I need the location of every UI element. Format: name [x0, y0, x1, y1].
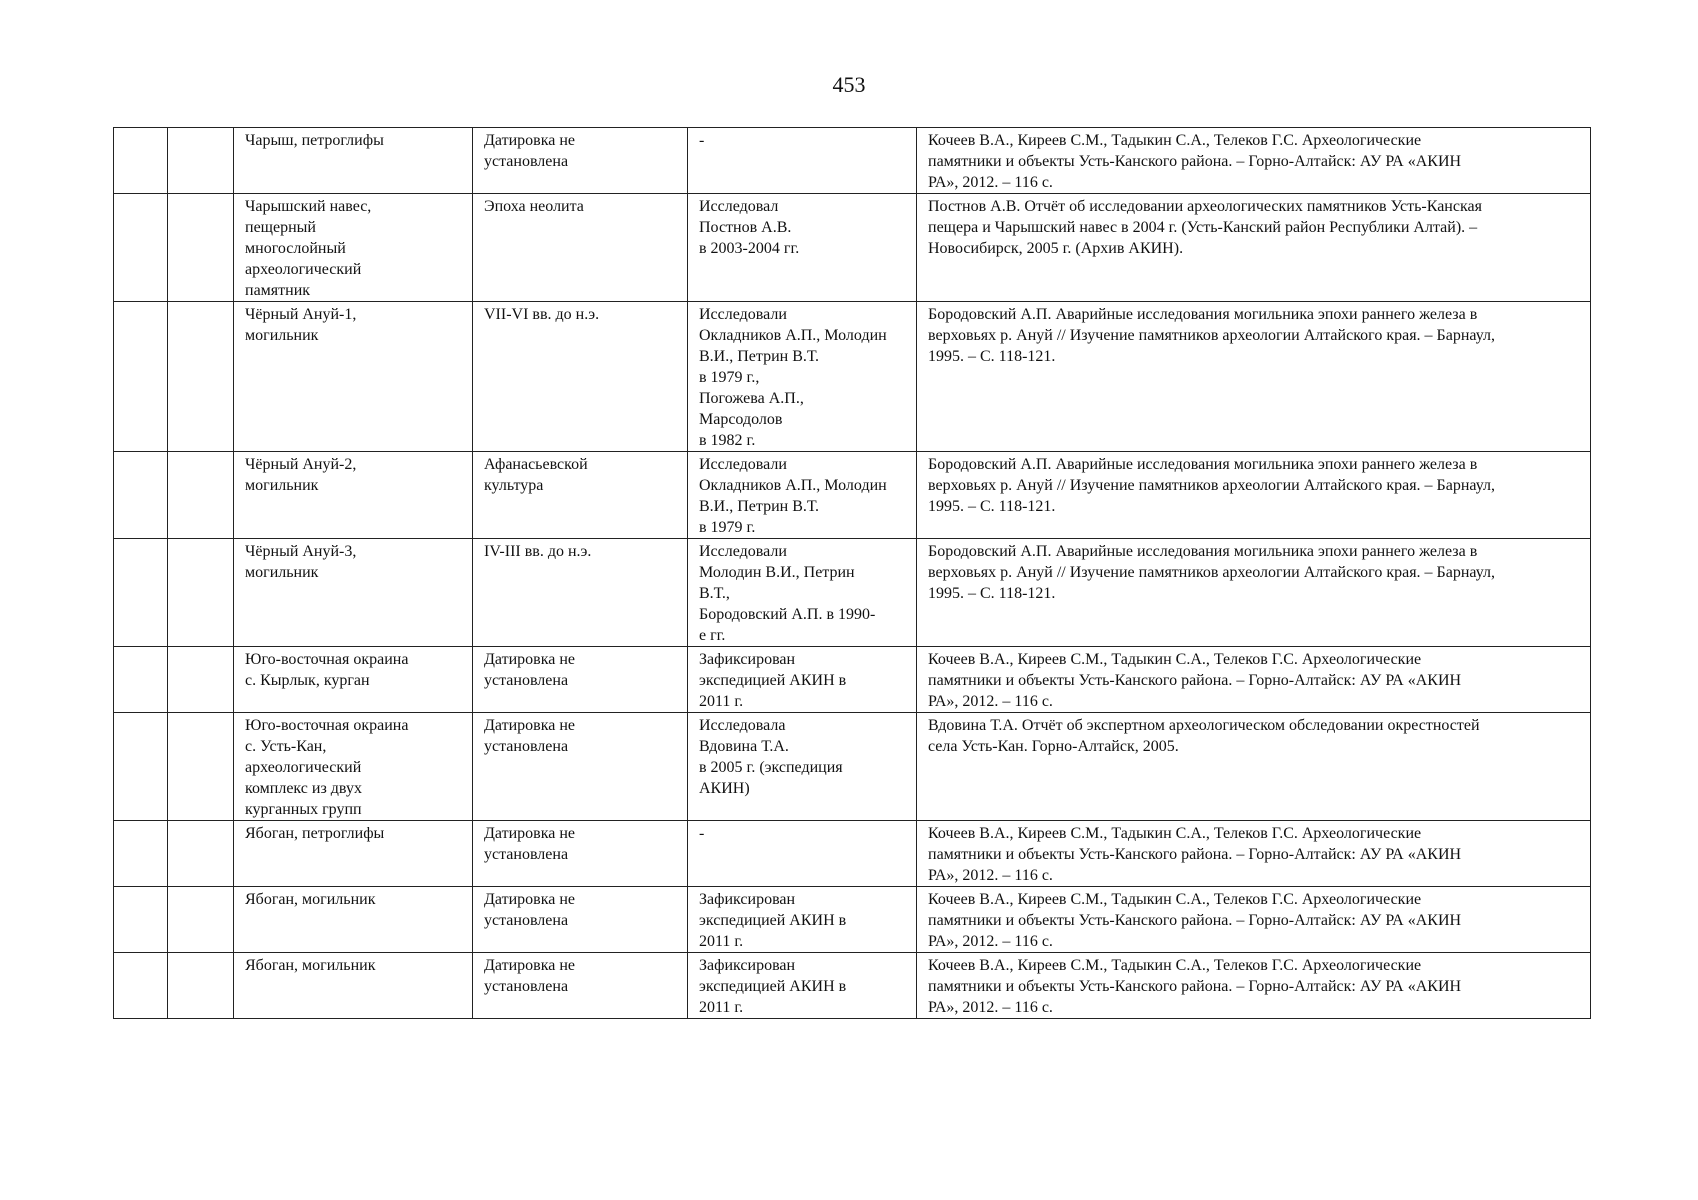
- table-row: [114, 953, 1591, 1019]
- literature-cell: Бородовский А.П. Аварийные исследования могильника эпохи раннего железа в верховьях р. Ануй // Изучение памятников археологии Алтайского края. – Барнаул, 1995. – С. 118-121.: [917, 452, 1591, 539]
- number-cell: [114, 539, 168, 647]
- literature-cell: Постнов А.В. Отчёт об исследовании археологических памятников Усть-Канская пещера и Чарышский навес в 2004 г. (Усть-Канский район Республики Алтай). – Новосибирск, 2005 г. (Архив АКИН).: [917, 194, 1591, 302]
- number-cell: [114, 302, 168, 452]
- dating-cell: Афанасьевской культура: [473, 452, 688, 539]
- name-cell: Юго-восточная окраина с. Кырлык, курган: [234, 647, 473, 713]
- code-cell: [168, 302, 234, 452]
- table-row: [114, 128, 1591, 194]
- code-cell: [168, 539, 234, 647]
- literature-cell: Вдовина Т.А. Отчёт об экспертном археологическом обследовании окрестностей села Усть-Кан. Горно-Алтайск, 2005.: [917, 713, 1591, 821]
- dating-cell: IV-III вв. до н.э.: [473, 539, 688, 647]
- dating-cell: Датировка не установлена: [473, 887, 688, 953]
- literature-cell: Кочеев В.А., Киреев С.М., Тадыкин С.А., Телеков Г.С. Археологические памятники и объекты Усть-Канского района. – Горно-Алтайск: АУ РА «АКИН РА», 2012. – 116 с.: [917, 647, 1591, 713]
- code-cell: [168, 887, 234, 953]
- research-cell: Исследовала Вдовина Т.А. в 2005 г. (экспедиция АКИН): [688, 713, 917, 821]
- dating-cell: Датировка не установлена: [473, 713, 688, 821]
- name-cell: Чарыш, петроглифы: [234, 128, 473, 194]
- name-cell: Чарышский навес, пещерный многослойный археологический памятник: [234, 194, 473, 302]
- literature-cell: Бородовский А.П. Аварийные исследования могильника эпохи раннего железа в верховьях р. Ануй // Изучение памятников археологии Алтайского края. – Барнаул, 1995. – С. 118-121.: [917, 302, 1591, 452]
- table-row: [114, 887, 1591, 953]
- name-cell: Юго-восточная окраина с. Усть-Кан, археологический комплекс из двух курганных групп: [234, 713, 473, 821]
- number-cell: [114, 194, 168, 302]
- literature-cell: Кочеев В.А., Киреев С.М., Тадыкин С.А., Телеков Г.С. Археологические памятники и объекты Усть-Канского района. – Горно-Алтайск: АУ РА «АКИН РА», 2012. – 116 с.: [917, 953, 1591, 1019]
- research-cell: Зафиксирован экспедицией АКИН в 2011 г.: [688, 887, 917, 953]
- research-cell: Зафиксирован экспедицией АКИН в 2011 г.: [688, 953, 917, 1019]
- research-cell: Исследовал Постнов А.В. в 2003-2004 гг.: [688, 194, 917, 302]
- code-cell: [168, 821, 234, 887]
- literature-cell: Кочеев В.А., Киреев С.М., Тадыкин С.А., Телеков Г.С. Археологические памятники и объекты Усть-Канского района. – Горно-Алтайск: АУ РА «АКИН РА», 2012. – 116 с.: [917, 887, 1591, 953]
- name-cell: Чёрный Ануй-1, могильник: [234, 302, 473, 452]
- number-cell: [114, 128, 168, 194]
- table-row: [114, 713, 1591, 821]
- code-cell: [168, 713, 234, 821]
- page-number: 453: [832, 72, 866, 97]
- table-row: [114, 194, 1591, 302]
- research-cell: Зафиксирован экспедицией АКИН в 2011 г.: [688, 647, 917, 713]
- name-cell: Ябоган, могильник: [234, 887, 473, 953]
- name-cell: Ябоган, могильник: [234, 953, 473, 1019]
- number-cell: [114, 821, 168, 887]
- number-cell: [114, 953, 168, 1019]
- dating-cell: Датировка не установлена: [473, 821, 688, 887]
- number-cell: [114, 452, 168, 539]
- research-cell: Исследовали Окладников А.П., Молодин В.И., Петрин В.Т. в 1979 г., Погожева А.П., Марсодолов в 1982 г.: [688, 302, 917, 452]
- monuments-table: [113, 127, 1591, 1019]
- research-cell: Исследовали Молодин В.И., Петрин В.Т., Бородовский А.П. в 1990- е гг.: [688, 539, 917, 647]
- code-cell: [168, 647, 234, 713]
- number-cell: [114, 647, 168, 713]
- research-cell: Исследовали Окладников А.П., Молодин В.И., Петрин В.Т. в 1979 г.: [688, 452, 917, 539]
- name-cell: Чёрный Ануй-2, могильник: [234, 452, 473, 539]
- number-cell: [114, 713, 168, 821]
- name-cell: Ябоган, петроглифы: [234, 821, 473, 887]
- research-cell: -: [688, 821, 917, 887]
- dating-cell: Датировка не установлена: [473, 953, 688, 1019]
- literature-cell: Кочеев В.А., Киреев С.М., Тадыкин С.А., Телеков Г.С. Археологические памятники и объекты Усть-Канского района. – Горно-Алтайск: АУ РА «АКИН РА», 2012. – 116 с.: [917, 821, 1591, 887]
- dating-cell: Датировка не установлена: [473, 647, 688, 713]
- table-row: [114, 647, 1591, 713]
- table-row: [114, 302, 1591, 452]
- research-cell: -: [688, 128, 917, 194]
- literature-cell: Бородовский А.П. Аварийные исследования могильника эпохи раннего железа в верховьях р. Ануй // Изучение памятников археологии Алтайского края. – Барнаул, 1995. – С. 118-121.: [917, 539, 1591, 647]
- table-row: [114, 539, 1591, 647]
- code-cell: [168, 194, 234, 302]
- dating-cell: Эпоха неолита: [473, 194, 688, 302]
- literature-cell: Кочеев В.А., Киреев С.М., Тадыкин С.А., Телеков Г.С. Археологические памятники и объекты Усть-Канского района. – Горно-Алтайск: АУ РА «АКИН РА», 2012. – 116 с.: [917, 128, 1591, 194]
- monuments-table-body: [114, 128, 1591, 1019]
- dating-cell: Датировка не установлена: [473, 128, 688, 194]
- code-cell: [168, 128, 234, 194]
- dating-cell: VII-VI вв. до н.э.: [473, 302, 688, 452]
- number-cell: [114, 887, 168, 953]
- name-cell: Чёрный Ануй-3, могильник: [234, 539, 473, 647]
- code-cell: [168, 953, 234, 1019]
- table-row: [114, 821, 1591, 887]
- table-row: [114, 452, 1591, 539]
- code-cell: [168, 452, 234, 539]
